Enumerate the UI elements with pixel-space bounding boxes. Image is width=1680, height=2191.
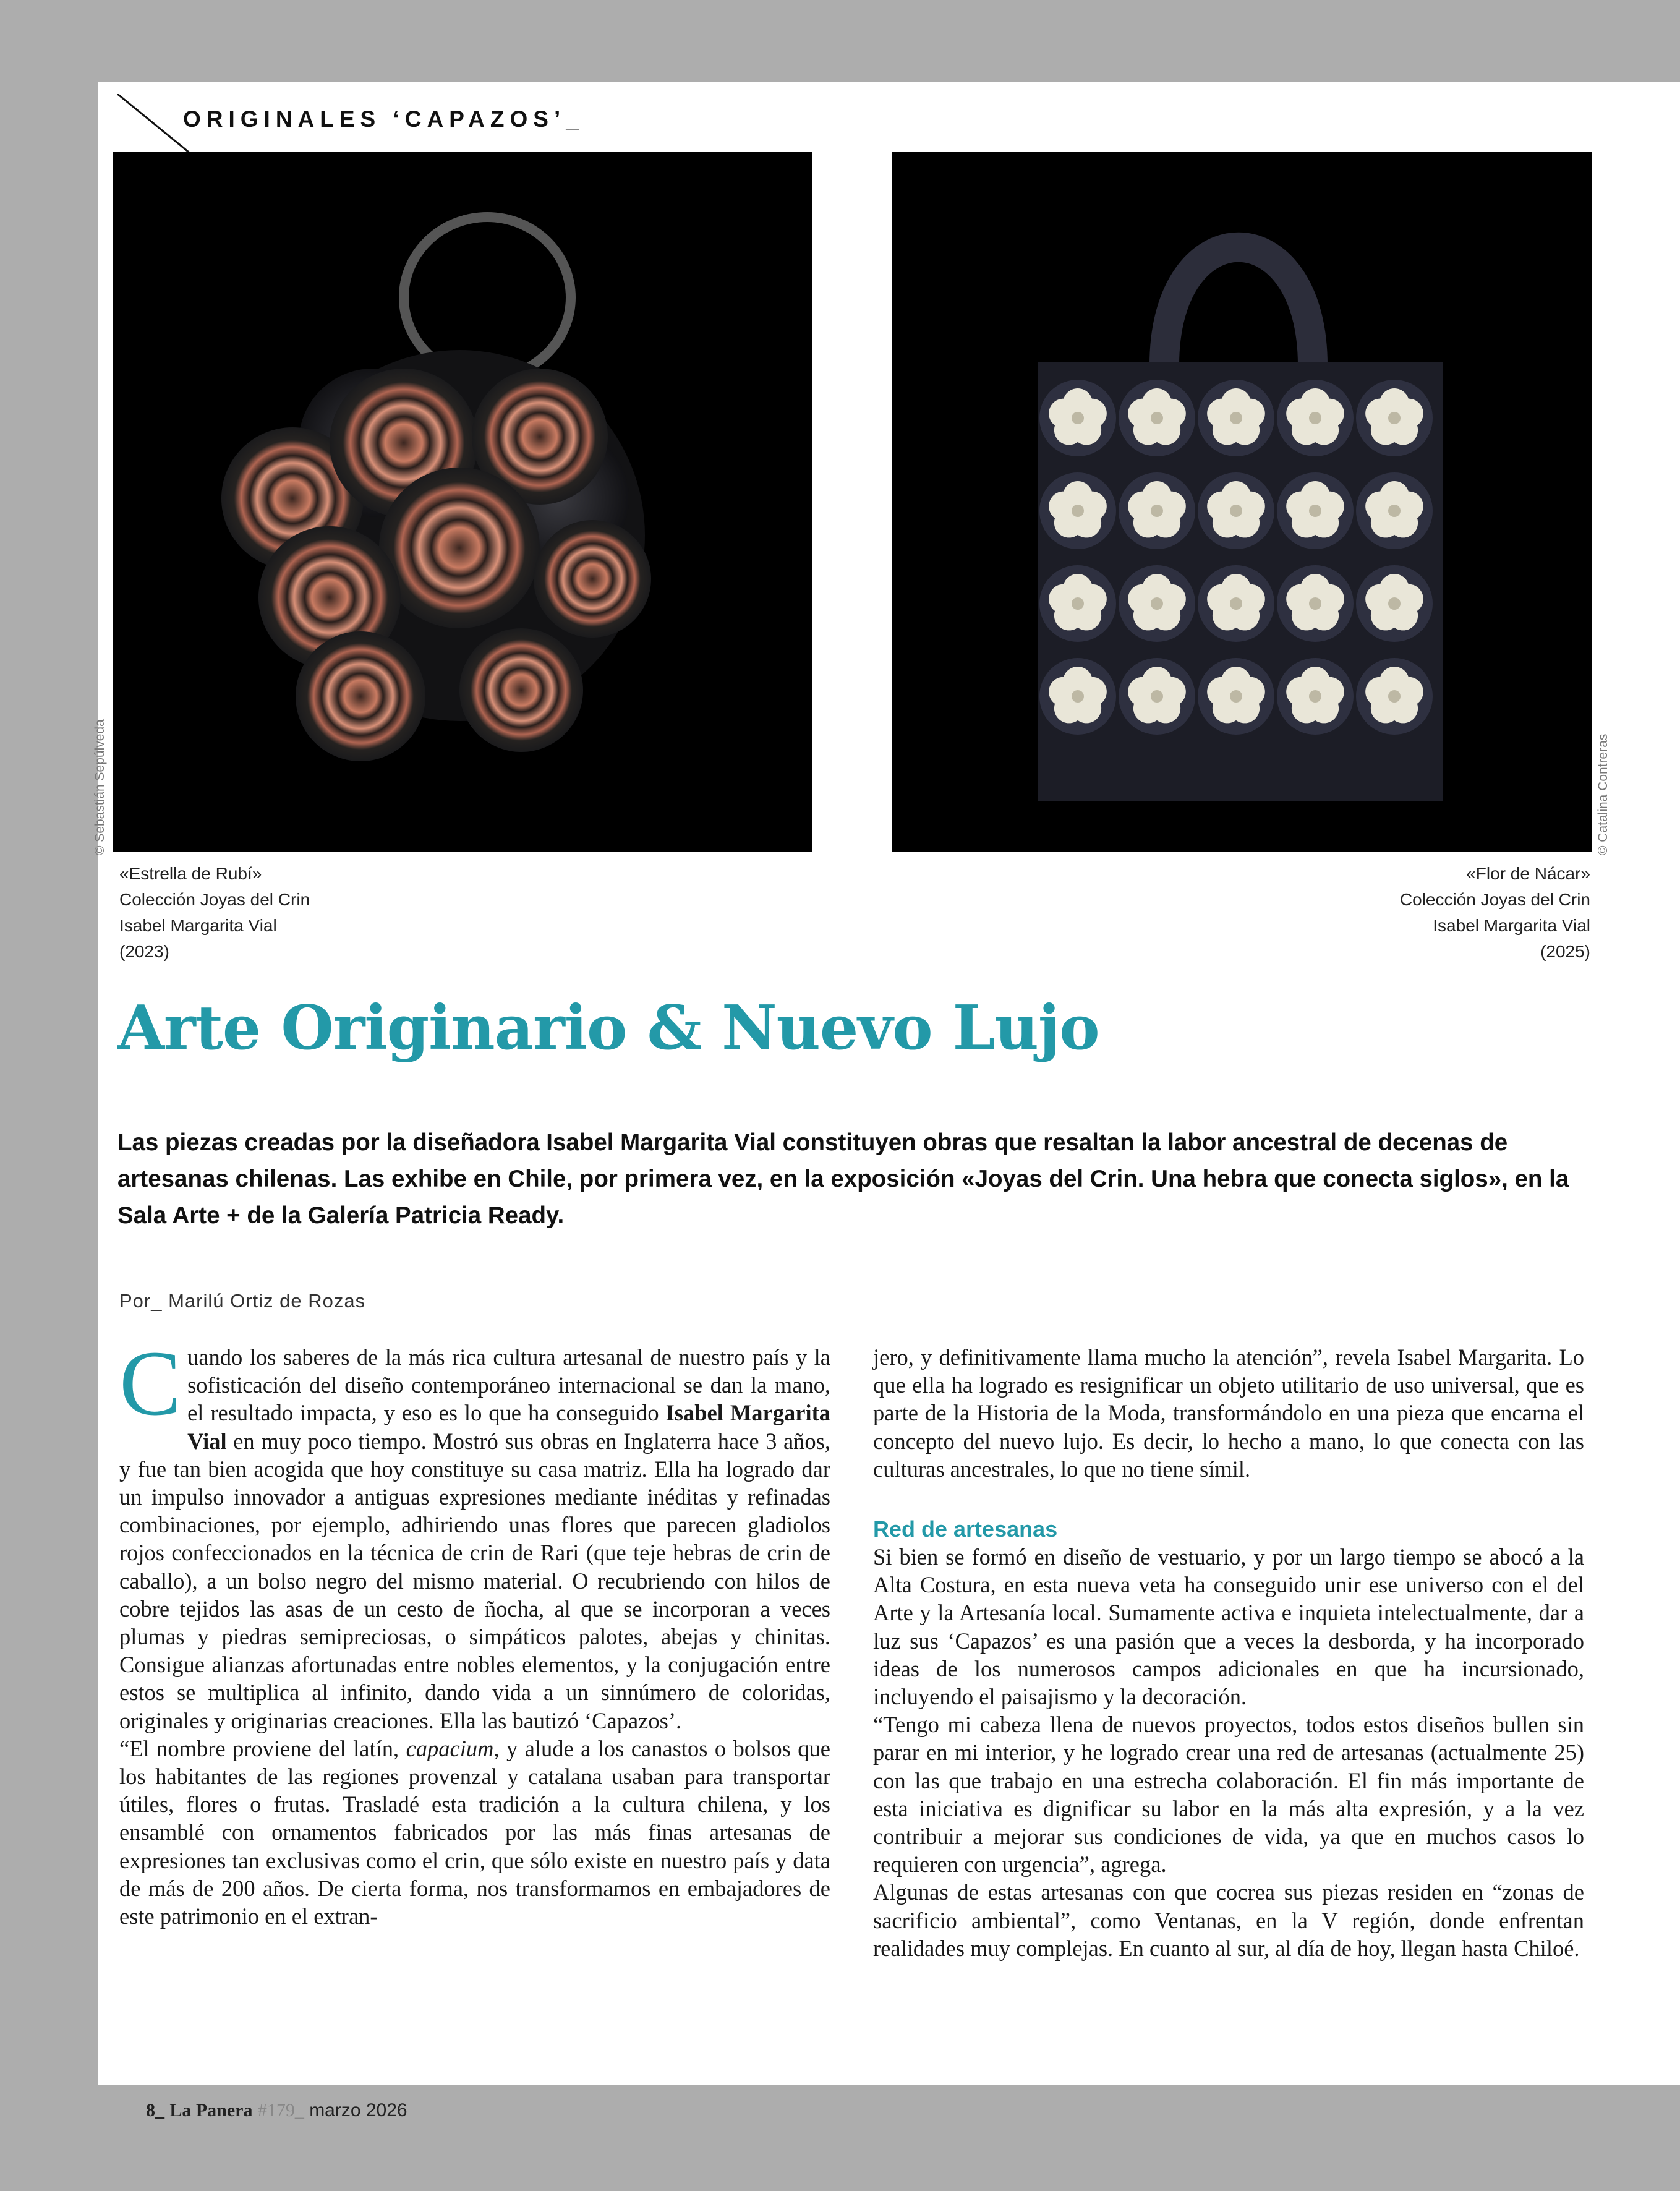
caption-title: «Estrella de Rubí» bbox=[119, 864, 262, 883]
magazine-name: La Panera bbox=[169, 2100, 253, 2121]
flower-center bbox=[1388, 690, 1401, 703]
issue-date: marzo 2026 bbox=[309, 2100, 407, 2121]
photo-credit-left: © Sebastián Sepúlveda bbox=[93, 719, 107, 855]
paragraph-1 bbox=[119, 1332, 830, 1735]
paragraph-5: “Tengo mi cabeza llena de nuevos proyectos, todos estos diseños bullen sin parar en mi interior, y he logrado crear una red de artesanas (actualmente 25) con las que trabajo en una estrecha colaboración. El fin más importante de esta iniciativa es dignificar su labor en la más alta expresión, y a la vez contribuir a mejorar sus condiciones de vida, ya que en muchos casos lo requieren con urgencia”, agrega. bbox=[873, 1712, 1584, 1877]
caption-artist: Isabel Margarita Vial bbox=[119, 916, 277, 935]
page-number: 8_ bbox=[146, 2100, 164, 2121]
caption-year: (2025) bbox=[1540, 942, 1590, 961]
article-headline: Arte Originario & Nuevo Lujo bbox=[117, 993, 1099, 1064]
flower-center bbox=[1230, 690, 1242, 703]
bag-illustration-estrella bbox=[113, 152, 812, 852]
section-label: ORIGINALES ‘CAPAZOS’_ bbox=[183, 106, 584, 132]
paragraph-2 bbox=[119, 1735, 830, 1930]
flower-center bbox=[1072, 597, 1084, 610]
flower-center bbox=[1388, 412, 1401, 424]
photo-estrella-de-rubi bbox=[113, 152, 812, 852]
paragraph-3: jero, y definitivamente llama mucho la atención”, revela Isabel Margarita. Lo que ella ha logrado es resignificar un objeto utilitario de uso universal, que es parte de la Historia de la Moda, transformándolo en una pieza que encarna el concepto del nuevo lujo. Es decir, lo hecho a mano, lo que conecta con las culturas ancestrales, lo que no tiene símil. bbox=[873, 1344, 1584, 1482]
flower-center bbox=[1230, 505, 1242, 517]
caption-year: (2023) bbox=[119, 942, 169, 961]
text-column-right bbox=[873, 1343, 1584, 1962]
paragraph-text: en muy poco tiempo. Mostró sus obras en Inglaterra hace 3 años, y fue tan bien acogida que hoy constituye su casa matriz. Ella ha logrado dar un impulso innovador a antiguas expresiones mediante inéditas y refinadas combinaciones, por ejemplo, adhiriendo unas flores que parecen gladiolos rojos confeccionados en la técnica de crin de Rari (que teje hebras de crin de caballo), a un bolso negro del mismo material. O recubriendo con hilos de cobre tejidos las asas de un cesto de ñocha, al que se incorporan a veces plumas y piedras semipreciosas, o simpáticos palotes, abejas y chinitas. Consigue alianzas afortunadas entre nobles elementos, y la conjugación entre estos se multiplica al infinito, dando vida a un sinnúmero de coloridas, originales y originarias creaciones. Ella las bautizó ‘Capazos’. bbox=[119, 1428, 830, 1733]
flower-center bbox=[1230, 597, 1242, 610]
caption-right bbox=[1400, 861, 1590, 965]
flower-center bbox=[1151, 505, 1163, 517]
article-byline: Por_ Marilú Ortiz de Rozas bbox=[119, 1290, 366, 1312]
flower-center bbox=[1309, 597, 1321, 610]
issue-number: #179_ bbox=[257, 2100, 304, 2121]
flower-center bbox=[1388, 505, 1401, 517]
flower-center bbox=[1309, 690, 1321, 703]
flower-center bbox=[1151, 412, 1163, 424]
caption-left bbox=[119, 861, 310, 965]
caption-artist: Isabel Margarita Vial bbox=[1433, 916, 1590, 935]
flower-center bbox=[1151, 597, 1163, 610]
flower-center bbox=[1388, 597, 1401, 610]
latin-term: capacium bbox=[406, 1735, 494, 1761]
paragraph-text: , y alude a los canastos o bolsos que los habitantes de las regiones provenzal y catalana usaban para transportar útiles, flores o frutas. Trasladé esta tradición a la cultura chilena, y los ensamblé con ornamentos fabricados por las más finas artesanas de expresiones tan exclusivas como el crin, que sólo existe en nuestro país y data de más de 200 años. De cierta forma, nos transformamos en embajadores de este patrimonio en el extran- bbox=[119, 1735, 830, 1929]
photo-credit-right: © Catalina Contreras bbox=[1596, 733, 1610, 855]
paragraph-6: Algunas de estas artesanas con que cocrea sus piezas residen en “zonas de sacrificio ambiental”, como Ventanas, en la V región, donde enfrentan realidades muy complejas. En cuanto al sur, al día de hoy, llegan hasta Chiloé. bbox=[873, 1879, 1584, 1961]
page-footer bbox=[146, 2100, 407, 2121]
caption-collection: Colección Joyas del Crin bbox=[1399, 890, 1590, 909]
paragraph-text: uando los saberes de la más rica cultura artesanal de nuestro país y la sofisticación del diseño contemporáneo internacional se dan la mano, el resultado impacta, y eso es lo que ha conseguido bbox=[187, 1344, 830, 1426]
drop-cap: C bbox=[119, 1332, 182, 1435]
flower-center bbox=[1309, 412, 1321, 424]
flower-center bbox=[1230, 412, 1242, 424]
paragraph-4: Si bien se formó en diseño de vestuario, y por un largo tiempo se abocó a la Alta Costura, en esta nueva veta ha conseguido unir ese universo con el del Arte y la Artesanía local. Sumamente activa e inquieta intelectualmente, dar a luz sus ‘Capazos’ es una pasión que a veces la desborda, y ha incorporado ideas de los numerosos campos adicionales en que ha incursionado, incluyendo el paisajismo y la decoración. bbox=[873, 1544, 1584, 1710]
flower-center bbox=[1072, 505, 1084, 517]
caption-title: «Flor de Nácar» bbox=[1466, 864, 1590, 883]
subheading-red-de-artesanas: Red de artesanas bbox=[873, 1516, 1058, 1542]
paragraph-text: “El nombre proviene del latín, bbox=[119, 1735, 406, 1761]
flower-center bbox=[1072, 690, 1084, 703]
artist-name: Isabel Margarita Vial bbox=[187, 1400, 830, 1454]
flower-center bbox=[1151, 690, 1163, 703]
flower-center bbox=[1072, 412, 1084, 424]
text-column-left bbox=[119, 1332, 830, 1930]
photo-flor-de-nacar bbox=[892, 152, 1592, 852]
bag-illustration-flor bbox=[892, 152, 1592, 852]
caption-collection: Colección Joyas del Crin bbox=[119, 890, 310, 909]
flower-center bbox=[1309, 505, 1321, 517]
article-lead: Las piezas creadas por la diseñadora Isabel Margarita Vial constituyen obras que resaltan la labor ancestral de decenas de artesanas chilenas. Las exhibe en Chile, por primera vez, en la exposición «Joyas del Crin. Una hebra que conecta siglos», en la Sala Arte + de la Galería Patricia Ready. bbox=[117, 1129, 1569, 1229]
